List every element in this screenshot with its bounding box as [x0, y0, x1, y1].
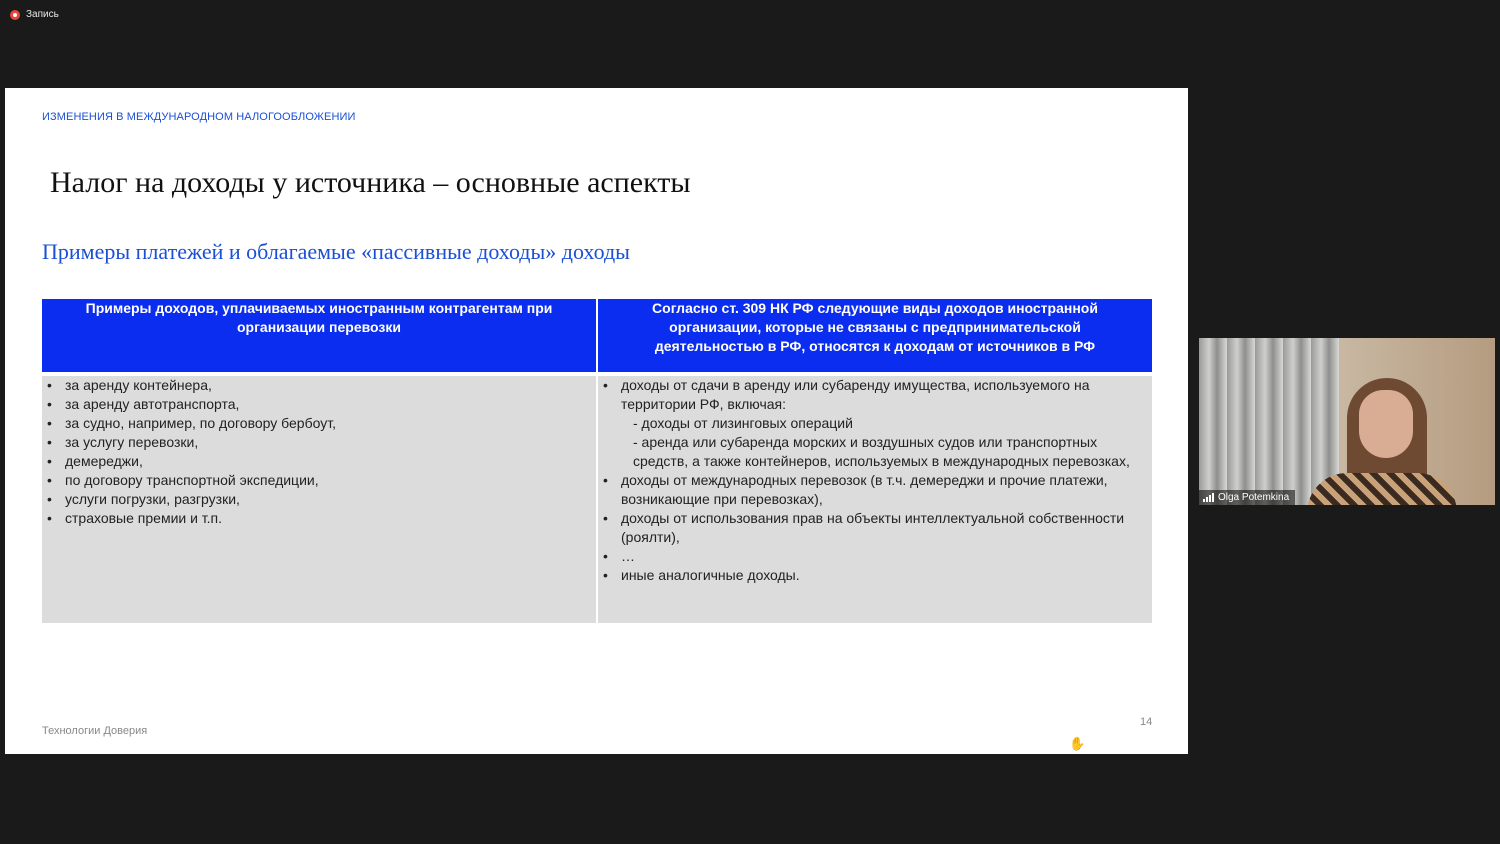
list-item: • страховые премии и т.п. [42, 509, 596, 528]
hand-cursor-icon: ✋ [1069, 736, 1086, 751]
recording-indicator [10, 9, 59, 20]
table-header-left: Примеры доходов, уплачиваемых иностранным контрагентам при организации перевозки [42, 299, 596, 372]
list-item: • демереджи, [42, 452, 596, 471]
page-number: 14 [1140, 716, 1153, 728]
shared-slide [5, 88, 1188, 754]
list-item: • доходы от использования прав на объекты интеллектуальной собственности (роялти), [598, 509, 1152, 547]
table-header-right: Согласно ст. 309 НК РФ следующие виды доходов иностранной организации, которые не связаны с предпринимательской деятельностью в РФ, относятся к доходам от источников в РФ [598, 299, 1152, 372]
slide-footer: Технологии Доверия [42, 725, 148, 737]
table-cell-left [42, 376, 596, 623]
list-item: • за услугу перевозки, [42, 433, 596, 452]
list-item: • за аренду автотранспорта, [42, 395, 596, 414]
list-item: • доходы от международных перевозок (в т.ч. демереджи и прочие платежи, возникающие при перевозках), [598, 471, 1152, 509]
list-item: • по договору транспортной экспедиции, [42, 471, 596, 490]
list-item: • доходы от сдачи в аренду или субаренду имущества, используемого на территории РФ, включая: [598, 376, 1152, 414]
list-subitem: - доходы от лизинговых операций [633, 415, 853, 431]
list-item: • … [598, 547, 1152, 566]
list-item: • за судно, например, по договору бербоут, [42, 414, 596, 433]
participant-name-tag [1199, 490, 1295, 505]
income-table [42, 299, 1152, 623]
signal-strength-icon [1203, 493, 1214, 502]
list-item: • за аренду контейнера, [42, 376, 596, 395]
table-cell-right [598, 376, 1152, 623]
list-subitem: - аренда или субаренда морских и воздушных судов или транспортных средств, а также контейнеров, используемых в международных перевозках, [633, 434, 1130, 469]
participant-name: Olga Potemkina [1218, 492, 1290, 503]
slide-title: Налог на доходы у источника – основные аспекты [50, 166, 691, 199]
participant-video[interactable] [1199, 338, 1495, 505]
slide-subtitle: Примеры платежей и облагаемые «пассивные доходы» доходы [42, 239, 630, 264]
list-item: • услуги погрузки, разгрузки, [42, 490, 596, 509]
list-item: • иные аналогичные доходы. [598, 566, 1152, 585]
record-icon [10, 10, 20, 20]
recording-label: Запись [26, 9, 59, 20]
section-label: ИЗМЕНЕНИЯ В МЕЖДУНАРОДНОМ НАЛОГООБЛОЖЕНИИ [42, 111, 356, 123]
avatar [1359, 390, 1413, 458]
